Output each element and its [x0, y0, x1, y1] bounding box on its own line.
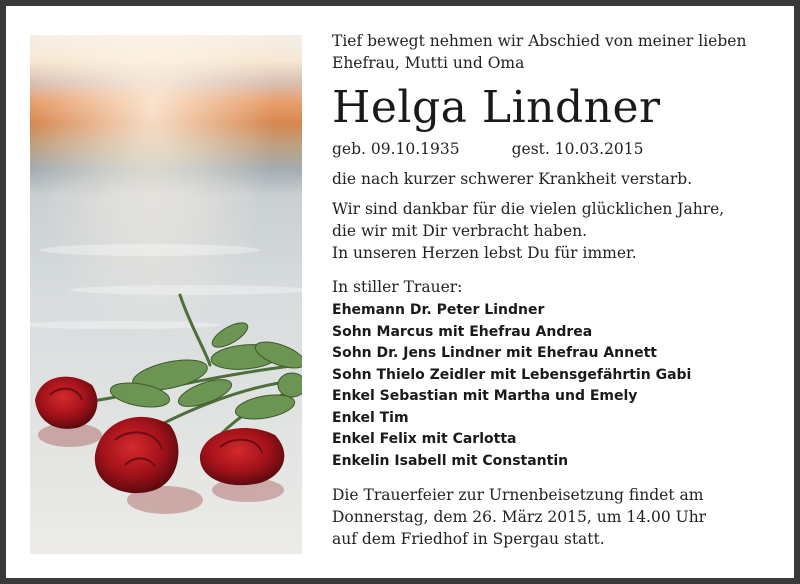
- mourner-item: Sohn Marcus mit Ehefrau Andrea: [332, 323, 593, 340]
- funeral-line: Die Trauerfeier zur Urnenbeisetzung findet am: [332, 486, 704, 504]
- mourner-item: Enkelin Isabell mit Constantin: [332, 452, 569, 469]
- intro-line: Ehefrau, Mutti und Oma: [332, 54, 525, 72]
- roses-photo: [30, 35, 302, 554]
- intro-text: [332, 30, 782, 74]
- thanks-line: Wir sind dankbar für die vielen glücklichen Jahre,: [332, 200, 725, 218]
- life-dates: [332, 138, 782, 160]
- funeral-line: Donnerstag, dem 26. März 2015, um 14.00 Uhr: [332, 508, 707, 526]
- funeral-info: [332, 484, 782, 550]
- thanks-line: In unseren Herzen lebst Du für immer.: [332, 244, 637, 262]
- mourning-heading: In stiller Trauer:: [332, 278, 463, 296]
- mourner-item: Sohn Dr. Jens Lindner mit Ehefrau Annett: [332, 345, 657, 361]
- roses-image: [30, 35, 302, 554]
- birth-date: geb. 09.10.1935: [332, 140, 460, 158]
- thanks-line: die wir mit Dir verbracht haben.: [332, 222, 588, 240]
- intro-line: Tief bewegt nehmen wir Abschied von meiner lieben: [332, 32, 747, 50]
- mourner-item: Enkel Sebastian mit Martha und Emely: [332, 388, 638, 404]
- mourner-item: Sohn Thielo Zeidler mit Lebensgefährtin Gabi: [332, 366, 692, 383]
- funeral-line: auf dem Friedhof in Spergau statt.: [332, 530, 605, 548]
- mourner-item: Enkel Tim: [332, 409, 409, 426]
- mourner-item: Ehemann Dr. Peter Lindner: [332, 302, 545, 318]
- thanks-text: [332, 198, 782, 264]
- mourner-item: Enkel Felix mit Carlotta: [332, 431, 517, 447]
- deceased-name: Helga Lindner: [332, 82, 661, 133]
- obituary-text: [332, 30, 782, 550]
- obituary-card: [6, 6, 794, 578]
- mourner-list: [332, 300, 782, 472]
- death-date: gest. 10.03.2015: [511, 140, 644, 158]
- cause-text: die nach kurzer schwerer Krankheit verstarb.: [332, 170, 693, 188]
